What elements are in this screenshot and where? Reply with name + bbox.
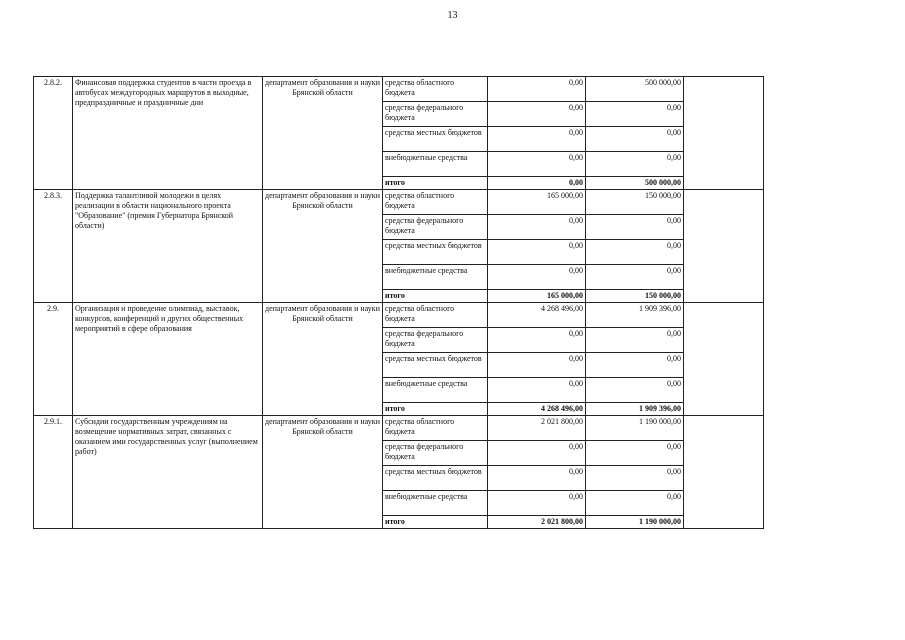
table-row <box>34 77 764 102</box>
funding-source-label: средства федерального бюджета <box>383 102 488 127</box>
funding-value-year-1: 0,00 <box>488 77 586 102</box>
funding-value-year-1: 0,00 <box>488 127 586 152</box>
funding-value-year-1: 0,00 <box>488 378 586 403</box>
total-value-year-2: 1 909 396,00 <box>586 403 684 416</box>
item-name: Финансовая поддержка студентов в части проезда в автобусах междугородных маршрутов в выходные, предпраздничные и праздничные дни <box>73 77 263 190</box>
funding-source-label: средства местных бюджетов <box>383 466 488 491</box>
item-number: 2.9.1. <box>34 416 73 529</box>
funding-value-year-2: 500 000,00 <box>586 77 684 102</box>
total-label: итого <box>383 516 488 529</box>
empty-notes-cell <box>684 77 764 190</box>
funding-source-label: средства областного бюджета <box>383 77 488 102</box>
item-number: 2.8.3. <box>34 190 73 303</box>
funding-source-label: средства областного бюджета <box>383 303 488 328</box>
item-executor: департамент образования и науки Брянской области <box>263 77 383 190</box>
funding-source-label: внебюджетные средства <box>383 152 488 177</box>
funding-value-year-2: 0,00 <box>586 215 684 240</box>
funding-value-year-1: 0,00 <box>488 102 586 127</box>
funding-value-year-1: 0,00 <box>488 353 586 378</box>
funding-value-year-1: 0,00 <box>488 215 586 240</box>
funding-value-year-2: 0,00 <box>586 353 684 378</box>
empty-notes-cell <box>684 416 764 529</box>
item-name: Поддержка талантливой молодежи в целях реализации в области национального проекта "Образование" (премия Губернатора Брянской области) <box>73 190 263 303</box>
funding-value-year-1: 0,00 <box>488 240 586 265</box>
funding-value-year-2: 1 909 396,00 <box>586 303 684 328</box>
funding-source-label: средства федерального бюджета <box>383 441 488 466</box>
funding-source-label: средства федерального бюджета <box>383 328 488 353</box>
total-label: итого <box>383 403 488 416</box>
funding-source-label: внебюджетные средства <box>383 491 488 516</box>
funding-value-year-2: 0,00 <box>586 102 684 127</box>
funding-value-year-2: 0,00 <box>586 491 684 516</box>
funding-value-year-2: 0,00 <box>586 328 684 353</box>
empty-notes-cell <box>684 190 764 303</box>
funding-source-label: средства областного бюджета <box>383 416 488 441</box>
item-executor: департамент образования и науки Брянской области <box>263 416 383 529</box>
item-name: Организация и проведение олимпиад, выставок, конкурсов, конференций и других общественных мероприятий в сфере образования <box>73 303 263 416</box>
total-label: итого <box>383 290 488 303</box>
funding-source-label: внебюджетные средства <box>383 265 488 290</box>
funding-value-year-2: 0,00 <box>586 152 684 177</box>
total-value-year-1: 0,00 <box>488 177 586 190</box>
funding-value-year-2: 0,00 <box>586 441 684 466</box>
funding-value-year-1: 0,00 <box>488 265 586 290</box>
total-value-year-2: 500 000,00 <box>586 177 684 190</box>
funding-value-year-1: 165 000,00 <box>488 190 586 215</box>
funding-value-year-2: 1 190 000,00 <box>586 416 684 441</box>
item-number: 2.8.2. <box>34 77 73 190</box>
funding-source-label: средства местных бюджетов <box>383 353 488 378</box>
total-label: итого <box>383 177 488 190</box>
funding-source-label: средства федерального бюджета <box>383 215 488 240</box>
total-value-year-1: 2 021 800,00 <box>488 516 586 529</box>
funding-value-year-1: 0,00 <box>488 491 586 516</box>
funding-value-year-1: 4 268 496,00 <box>488 303 586 328</box>
funding-value-year-1: 0,00 <box>488 466 586 491</box>
funding-value-year-2: 0,00 <box>586 240 684 265</box>
budget-table <box>33 76 764 529</box>
total-value-year-1: 165 000,00 <box>488 290 586 303</box>
total-value-year-1: 4 268 496,00 <box>488 403 586 416</box>
item-name: Субсидии государственным учреждениям на возмещение нормативных затрат, связанных с оказанием ими государственных услуг (выполнением работ) <box>73 416 263 529</box>
funding-source-label: средства областного бюджета <box>383 190 488 215</box>
table-row <box>34 303 764 328</box>
item-executor: департамент образования и науки Брянской области <box>263 303 383 416</box>
funding-value-year-1: 2 021 800,00 <box>488 416 586 441</box>
total-value-year-2: 1 190 000,00 <box>586 516 684 529</box>
funding-value-year-2: 0,00 <box>586 265 684 290</box>
item-number: 2.9. <box>34 303 73 416</box>
funding-value-year-1: 0,00 <box>488 152 586 177</box>
funding-value-year-2: 0,00 <box>586 378 684 403</box>
funding-value-year-2: 150 000,00 <box>586 190 684 215</box>
page-number: 13 <box>447 10 458 21</box>
table-row <box>34 190 764 215</box>
funding-value-year-1: 0,00 <box>488 441 586 466</box>
total-value-year-2: 150 000,00 <box>586 290 684 303</box>
funding-value-year-2: 0,00 <box>586 466 684 491</box>
funding-source-label: внебюджетные средства <box>383 378 488 403</box>
table-row <box>34 416 764 441</box>
funding-source-label: средства местных бюджетов <box>383 127 488 152</box>
funding-value-year-2: 0,00 <box>586 127 684 152</box>
empty-notes-cell <box>684 303 764 416</box>
funding-source-label: средства местных бюджетов <box>383 240 488 265</box>
item-executor: департамент образования и науки Брянской области <box>263 190 383 303</box>
funding-value-year-1: 0,00 <box>488 328 586 353</box>
